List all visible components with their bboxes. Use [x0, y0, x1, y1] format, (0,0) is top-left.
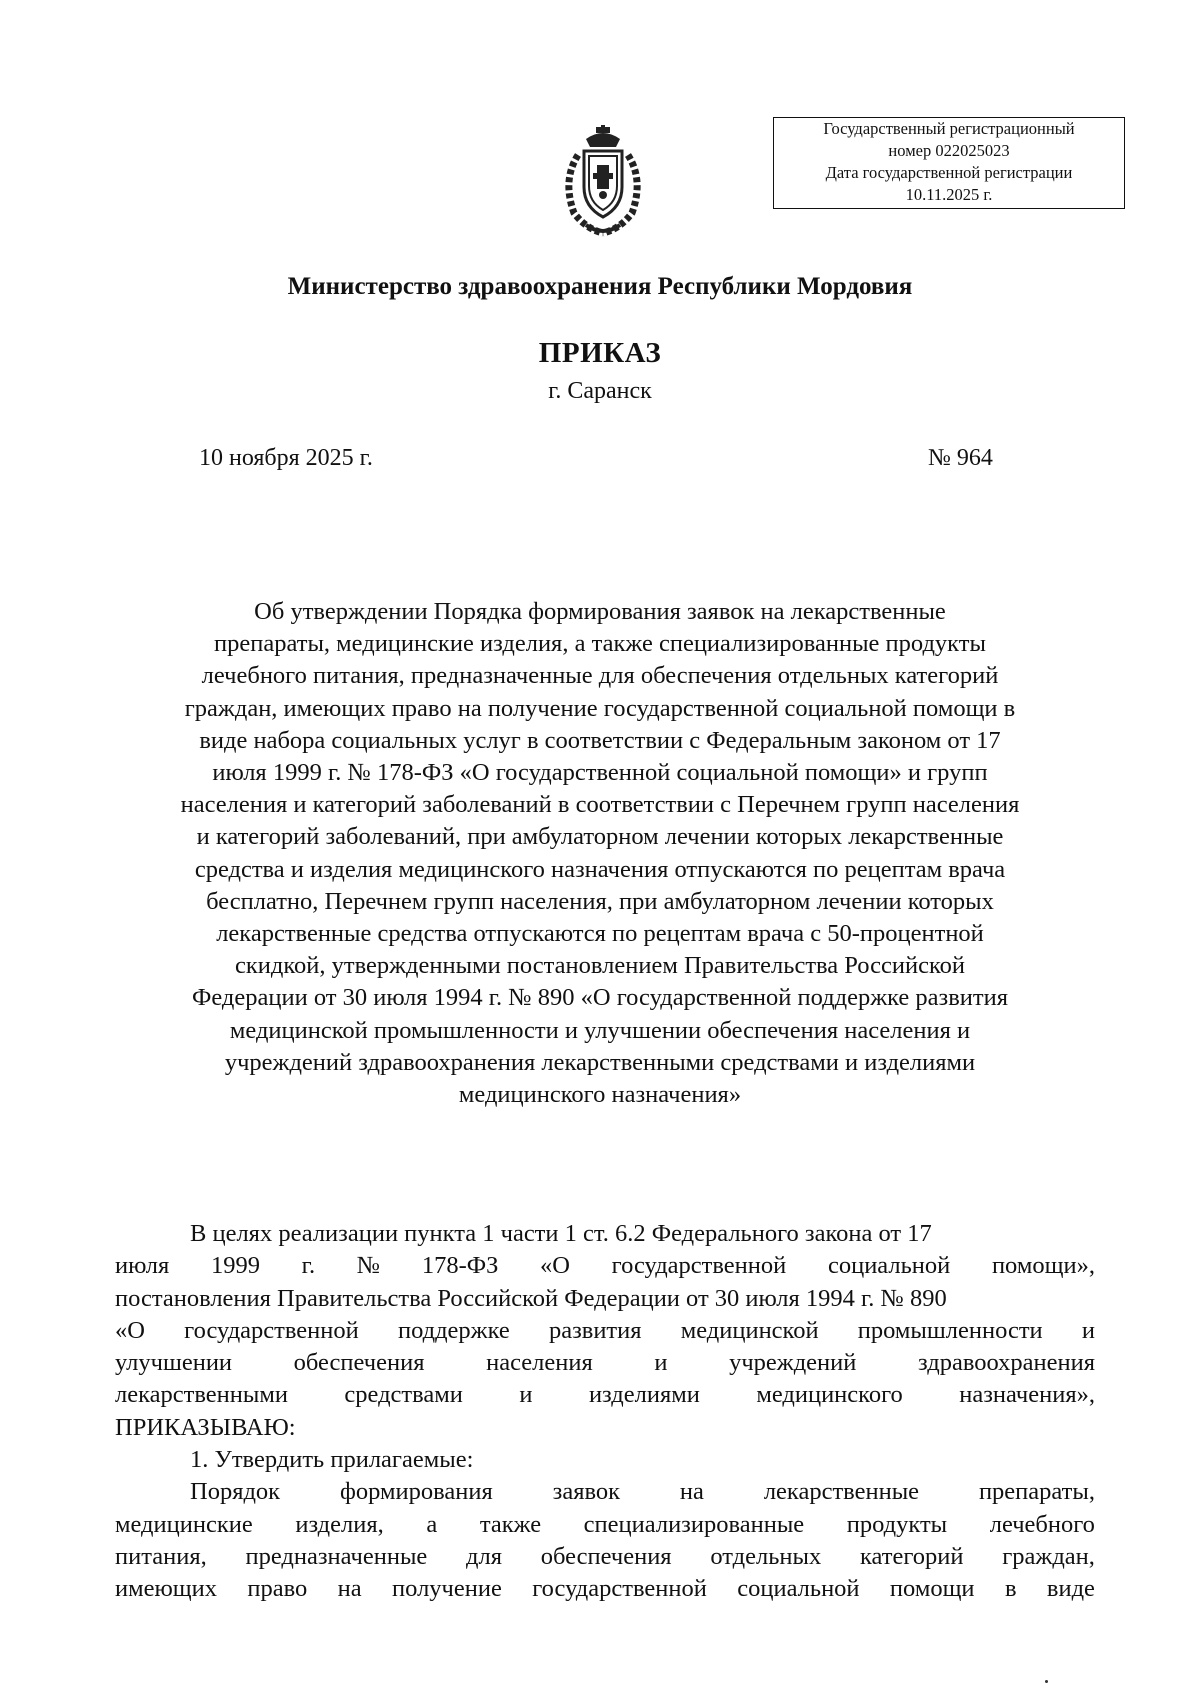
word: № — [356, 1252, 381, 1280]
word: государственной — [532, 1575, 707, 1603]
subject-line: лечебного питания, предназначенные для обеспечения отдельных категорий — [201, 662, 999, 690]
word: медицинской — [680, 1316, 819, 1344]
subject-line: скидкой, утвержденными постановлением Правительства Российской — [234, 952, 966, 980]
word: 1999 — [210, 1252, 260, 1280]
word: право — [247, 1575, 308, 1603]
word: поддержке — [397, 1316, 510, 1344]
registration-number: номер 022025023 — [888, 141, 1010, 160]
word: а — [426, 1510, 438, 1538]
registration-line: Государственный регистрационный — [823, 119, 1075, 138]
subject-line: медицинской промышленности и улучшении обеспечения населения и — [229, 1016, 971, 1044]
word: отдельных — [710, 1542, 822, 1570]
subject-line: медицинского назначения» — [458, 1081, 742, 1109]
scan-mark — [1045, 1680, 1048, 1683]
subject-line: и категорий заболеваний, при амбулаторном лечении которых лекарственные — [196, 823, 1004, 851]
word: помощи», — [991, 1252, 1095, 1280]
subject-line: бесплатно, Перечнем групп населения, при амбулаторном лечении которых — [206, 887, 994, 915]
word: социальной — [737, 1575, 860, 1603]
subject-line: июля 1999 г. № 178-ФЗ «О государственной социальной помощи» и групп — [212, 759, 988, 787]
word: 178-ФЗ — [421, 1252, 499, 1280]
subject-line: Федерации от 30 июля 1994 г. № 890 «О государственной поддержке развития — [192, 984, 1008, 1012]
word: получение — [392, 1575, 502, 1603]
subject-line: средства и изделия медицинского назначения отпускаются по рецептам врача — [194, 855, 1006, 883]
order-body — [115, 1218, 1095, 1606]
body-line — [115, 1315, 1095, 1347]
word: для — [466, 1542, 503, 1570]
subject-line: виде набора социальных услуг в соответствии с Федеральным законом от 17 — [199, 726, 1001, 754]
word: изделия, — [295, 1510, 384, 1538]
word: и — [654, 1349, 668, 1377]
word: категорий — [859, 1542, 964, 1570]
word: также — [479, 1510, 542, 1538]
word: средствами — [344, 1381, 463, 1409]
subject-line: населения и категорий заболеваний в соответствии с Перечнем групп населения — [180, 791, 1020, 819]
word: питания, — [115, 1542, 207, 1570]
word: июля — [115, 1252, 170, 1280]
coat-of-arms-icon — [556, 125, 650, 237]
registration-stamp — [773, 117, 1125, 209]
word: в — [1004, 1575, 1017, 1603]
word: государственной — [611, 1252, 787, 1280]
word: Порядок — [190, 1478, 281, 1506]
word: медицинские — [115, 1510, 253, 1538]
word: обеспечения — [540, 1542, 672, 1570]
subject-line: граждан, имеющих право на получение государственной социальной помощи в — [184, 694, 1016, 722]
word: на — [337, 1575, 362, 1603]
body-line — [115, 1347, 1095, 1379]
word: и — [1081, 1316, 1095, 1344]
word: лечебного — [989, 1510, 1095, 1538]
word: социальной — [827, 1252, 951, 1280]
word: государственной — [184, 1316, 359, 1344]
word: заявок — [552, 1478, 621, 1506]
order-number: № 964 — [928, 445, 993, 471]
word: здравоохранения — [918, 1349, 1095, 1377]
body-line — [115, 1509, 1095, 1541]
word: обеспечения — [293, 1349, 425, 1377]
word: имеющих — [115, 1575, 218, 1603]
subject-line: учреждений здравоохранения лекарственными средствами и изделиями — [224, 1048, 976, 1076]
body-line — [115, 1379, 1095, 1411]
city: г. Саранск — [548, 378, 652, 404]
word: лекарственными — [115, 1381, 288, 1409]
subject-line: Об утверждении Порядка формирования заявок на лекарственные — [254, 598, 946, 625]
word: развития — [548, 1316, 642, 1344]
word: изделиями — [588, 1381, 700, 1409]
registration-line: Дата государственной регистрации — [825, 163, 1073, 182]
order-directive: ПРИКАЗЫВАЮ: — [115, 1413, 296, 1441]
body-line — [115, 1573, 1095, 1605]
word: формирования — [340, 1478, 493, 1506]
word: учреждений — [729, 1349, 857, 1377]
registration-date: 10.11.2025 г. — [905, 185, 993, 204]
word: «О — [115, 1316, 145, 1344]
word: улучшении — [115, 1349, 233, 1377]
document-title: ПРИКАЗ — [538, 337, 662, 369]
word: виде — [1046, 1575, 1095, 1603]
subject-line: препараты, медицинские изделия, а также специализированные продукты — [214, 630, 986, 658]
word: специализированные — [583, 1510, 805, 1538]
word: граждан, — [1002, 1542, 1095, 1570]
body-line: В целях реализации пункта 1 части 1 ст. 6.2 Федерального закона от 17 — [190, 1220, 932, 1247]
order-date: 10 ноября 2025 г. — [199, 445, 373, 471]
word: назначения», — [959, 1381, 1095, 1409]
word: медицинского — [756, 1381, 903, 1409]
body-line: постановления Правительства Российской Федерации от 30 июля 1994 г. № 890 — [115, 1284, 947, 1312]
ministry-name: Министерство здравоохранения Республики Мордовия — [287, 273, 913, 300]
word: препараты, — [978, 1478, 1095, 1506]
word: предназначенные — [245, 1542, 428, 1570]
order-item-1: 1. Утвердить прилагаемые: — [190, 1446, 474, 1474]
word: промышленности — [857, 1316, 1043, 1344]
body-line — [115, 1476, 1095, 1508]
subject-line: лекарственные средства отпускаются по рецептам врача с 50-процентной — [216, 920, 984, 948]
order-subject — [100, 596, 1100, 1111]
word: «О — [540, 1252, 570, 1280]
word: на — [679, 1478, 704, 1506]
word: населения — [486, 1349, 593, 1377]
word: лекарственные — [763, 1478, 920, 1506]
body-line — [115, 1541, 1095, 1573]
word: г. — [301, 1252, 316, 1280]
body-line — [115, 1250, 1095, 1282]
word: и — [519, 1381, 533, 1409]
word: продукты — [846, 1510, 948, 1538]
word: помощи — [889, 1575, 975, 1603]
